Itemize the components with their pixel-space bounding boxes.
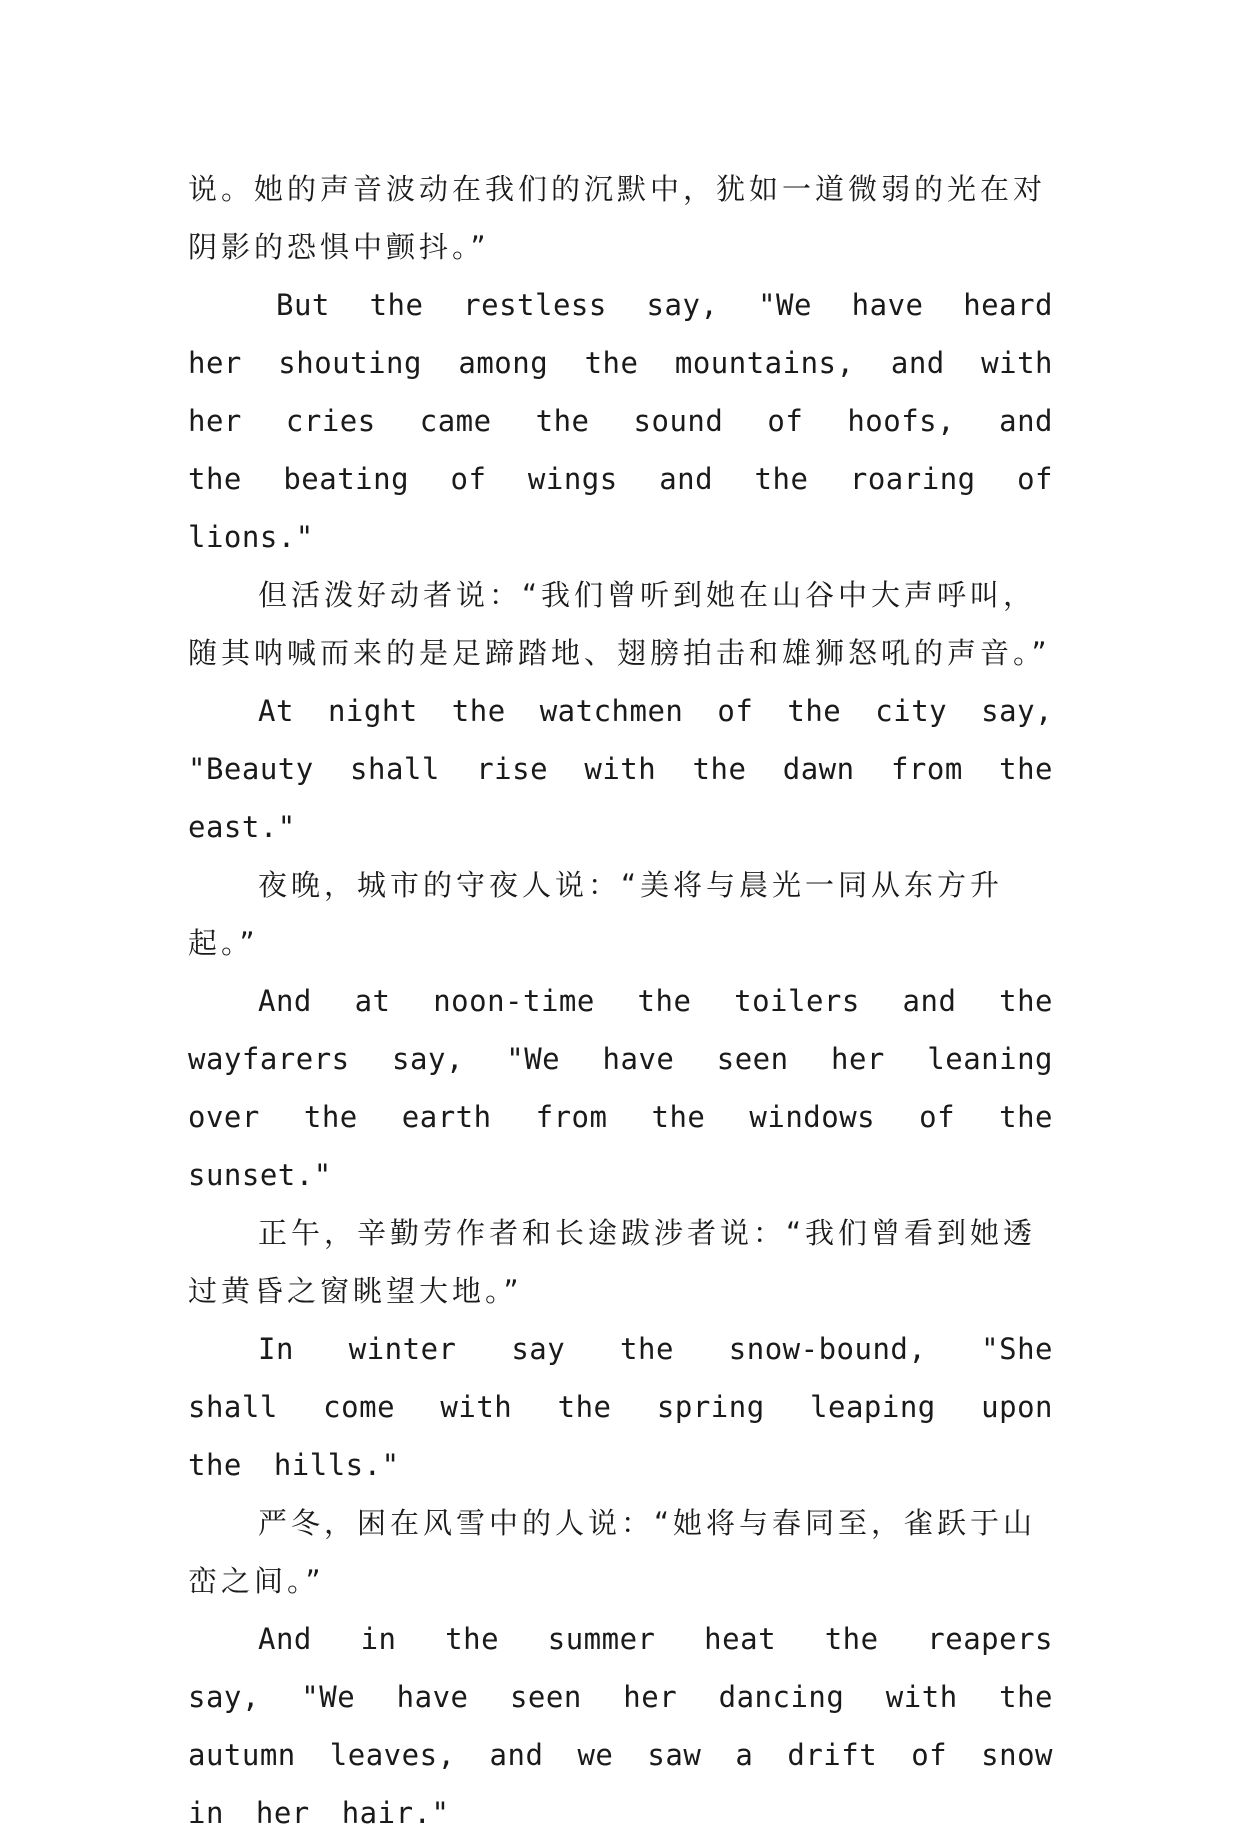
paragraph-en-snowbound: In winter say the snow-bound, "She shall come with the spring leaping upon the hills." [188,1332,1053,1482]
paragraph-zh-watchmen: 夜晚，城市的守夜人说：“美将与晨光一同从东方升起。” [188,868,1004,960]
paragraph-en-reapers: And in the summer heat the reapers say, "We have seen her dancing with the autumn leaves, and we saw a drift of snow in her hair." [188,1622,1053,1830]
paragraph-en-toilers: And at noon-time the toilers and the wayfarers say, "We have seen her leaning over the earth from the windows of the sunset." [188,984,1053,1192]
document-body [188,160,1053,1842]
paragraph-en-watchmen: At night the watchmen of the city say, "Beauty shall rise with the dawn from the east." [188,694,1053,844]
paragraph-zh-snowbound: 严冬，困在风雪中的人说：“她将与春同至，雀跃于山峦之间。” [188,1506,1037,1598]
paragraph-zh-toilers: 正午，辛勤劳作者和长途跋涉者说：“我们曾看到她透过黄昏之窗眺望大地。” [188,1216,1037,1308]
paragraph-en-restless: But the restless say, "We have heard her shouting among the mountains, and with her cries came the sound of hoofs, and the beating of wings and the roaring of lions." [188,288,1053,554]
paragraph-zh-restless: 但活泼好动者说：“我们曾听到她在山谷中大声呼叫，随其呐喊而来的是足蹄踏地、翅膀拍击和雄狮怒吼的声音。” [188,578,1051,670]
paragraph-zh-continuation: 说。她的声音波动在我们的沉默中，犹如一道微弱的光在对阴影的恐惧中颤抖。” [188,172,1047,264]
